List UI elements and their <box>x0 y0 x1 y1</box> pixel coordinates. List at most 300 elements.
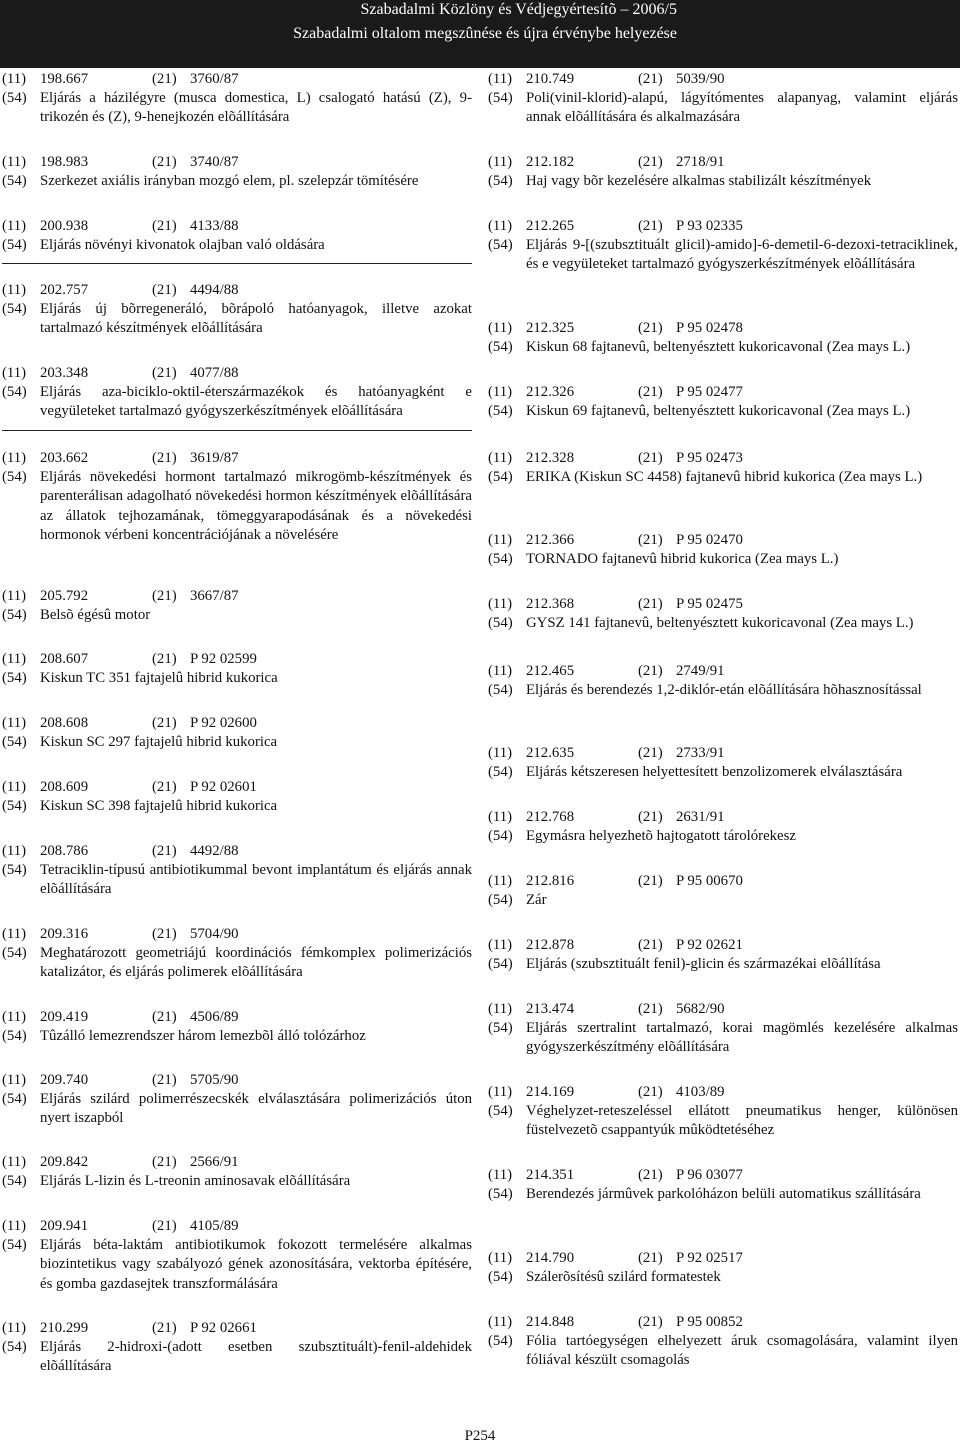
patent-entry <box>2 650 472 688</box>
section-title: Szabadalmi oltalom megszûnése és újra érvénybe helyezése <box>293 25 677 42</box>
patent-title: Eljárás növekedési hormont tartalmazó mikrogömb-készítmények és parenterálisan adagolható növekedési hormon készítmények elõállítására az állatok tejhozamának, tömeggyarapodásának és a növekedési hormonok vérbeni koncentrációjának a növelésére <box>40 469 472 543</box>
application-number: 4506/89 <box>190 1009 239 1025</box>
code-21-label: (21) <box>638 937 663 953</box>
patent-number-row <box>2 364 472 383</box>
patent-number-row <box>488 808 958 827</box>
application-number: 5705/90 <box>190 1072 239 1088</box>
separator-line <box>2 263 472 264</box>
patent-entry <box>2 70 472 128</box>
patent-number: 212.325 <box>526 320 575 336</box>
patent-entry <box>488 595 958 633</box>
page-header <box>0 0 960 68</box>
code-54-label: (54) <box>2 607 27 624</box>
code-11-label: (11) <box>488 1167 513 1183</box>
application-number: P 95 02478 <box>676 320 743 336</box>
code-11-label: (11) <box>488 532 513 548</box>
journal-title: Szabadalmi Közlöny és Védjegyértesítõ – 2006/5 <box>360 1 677 18</box>
code-21-label: (21) <box>638 1314 663 1330</box>
code-54-label: (54) <box>2 469 27 486</box>
patent-number-row <box>2 449 472 468</box>
patent-number-row <box>488 217 958 236</box>
code-21-label: (21) <box>152 588 177 604</box>
patent-title: Berendezés jármûvek parkolóházon belüli automatikus szállítására <box>526 1186 921 1203</box>
patent-number-row <box>2 1071 472 1090</box>
code-11-label: (11) <box>2 1072 27 1088</box>
patent-number: 212.328 <box>526 450 575 466</box>
patent-entry <box>488 383 958 421</box>
application-number: 3740/87 <box>190 154 239 170</box>
patent-number-row <box>488 70 958 89</box>
patent-number: 212.265 <box>526 218 575 234</box>
code-54-label: (54) <box>488 764 513 781</box>
code-54-label: (54) <box>488 1103 513 1120</box>
patent-entry <box>488 1083 958 1141</box>
patent-number-row <box>2 1319 472 1338</box>
patent-entry <box>488 531 958 569</box>
patent-title: Eljárás kétszeresen helyettesített benzolizomerek elválasztására <box>526 764 903 781</box>
application-number: 4103/89 <box>676 1084 725 1100</box>
application-number: P 95 02473 <box>676 450 743 466</box>
patent-number-row <box>488 1166 958 1185</box>
patent-title: Eljárás a házilégyre (musca domestica, L) csalogató hatású (Z), 9-trikozén és (Z), 9-henejkozén elõállítására <box>40 90 472 126</box>
code-11-label: (11) <box>2 1218 27 1234</box>
patent-title: Eljárás és berendezés 1,2-diklór-etán elõállítására hõhasznosítással <box>526 682 922 699</box>
code-11-label: (11) <box>2 1154 27 1170</box>
code-21-label: (21) <box>152 651 177 667</box>
patent-entry <box>2 714 472 752</box>
patent-title-row <box>2 733 472 752</box>
code-54-label: (54) <box>488 339 513 356</box>
patent-title-row <box>2 797 472 816</box>
patent-number-row <box>2 217 472 236</box>
code-11-label: (11) <box>488 809 513 825</box>
patent-number-row <box>2 587 472 606</box>
patent-title-row <box>2 172 472 191</box>
patent-number: 209.842 <box>40 1154 89 1170</box>
patent-title-row <box>488 827 958 846</box>
patent-title: Fólia tartóegységen elhelyezett áruk csomagolására, valamint ilyen fóliával készült csomagolás <box>526 1333 958 1369</box>
patent-entry <box>488 872 958 910</box>
patent-number: 200.938 <box>40 218 89 234</box>
patent-title-row <box>2 606 472 625</box>
code-21-label: (21) <box>638 1084 663 1100</box>
patent-title: Kiskun 69 fajtanevû, beltenyésztett kukoricavonal (Zea mays L.) <box>526 403 911 420</box>
code-21-label: (21) <box>638 873 663 889</box>
application-number: P 92 02600 <box>190 715 257 731</box>
patent-title: Belsõ égésû motor <box>40 607 151 624</box>
patent-title-row <box>488 550 958 569</box>
patent-title-row <box>488 89 958 127</box>
patent-number: 198.983 <box>40 154 89 170</box>
patent-number: 210.749 <box>526 71 575 87</box>
code-21-label: (21) <box>638 745 663 761</box>
patent-title-row <box>488 1332 958 1370</box>
patent-title: Eljárás 9-[(szubsztituált glicil)-amido]-6-demetil-6-dezoxi-tetraciklinek, és e vegyületeket tartalmazó gyógyszerkészítmények elõállítására <box>526 237 958 273</box>
patent-number-row <box>488 531 958 550</box>
code-21-label: (21) <box>152 1154 177 1170</box>
application-number: P 96 03077 <box>676 1167 743 1183</box>
code-21-label: (21) <box>152 1320 177 1336</box>
patent-number-row <box>488 319 958 338</box>
patent-title: Tetraciklin-típusú antibiotikummal bevont implantátum és eljárás annak elõállítására <box>40 862 472 898</box>
code-21-label: (21) <box>152 1009 177 1025</box>
patent-number: 209.419 <box>40 1009 89 1025</box>
application-number: P 93 02335 <box>676 218 743 234</box>
patent-entry <box>2 153 472 191</box>
application-number: 5682/90 <box>676 1001 725 1017</box>
code-54-label: (54) <box>488 1186 513 1203</box>
application-number: P 95 00852 <box>676 1314 743 1330</box>
patent-entry <box>488 1166 958 1204</box>
patent-number: 210.299 <box>40 1320 89 1336</box>
patent-title: TORNADO fajtanevû hibrid kukorica (Zea mays L.) <box>526 551 839 568</box>
patent-number: 208.609 <box>40 779 89 795</box>
application-number: P 92 02599 <box>190 651 257 667</box>
code-11-label: (11) <box>488 154 513 170</box>
application-number: 3619/87 <box>190 450 239 466</box>
code-11-label: (11) <box>488 937 513 953</box>
page-number: P254 <box>464 1428 496 1444</box>
patent-title: Kiskun SC 297 fajtajelû hibrid kukorica <box>40 734 278 751</box>
patent-title: Kiskun SC 398 fajtajelû hibrid kukorica <box>40 798 278 815</box>
patent-number: 212.182 <box>526 154 575 170</box>
application-number: 4105/89 <box>190 1218 239 1234</box>
application-number: 3667/87 <box>190 588 239 604</box>
patent-title: Meghatározott geometriájú koordinációs fémkomplex polimerizációs katalizátor, és eljárás polimerek elõállítására <box>40 945 472 981</box>
patent-title-row <box>488 681 958 700</box>
code-11-label: (11) <box>2 843 27 859</box>
code-54-label: (54) <box>488 956 513 973</box>
patent-entry <box>488 936 958 974</box>
application-number: 4133/88 <box>190 218 239 234</box>
patent-number: 214.351 <box>526 1167 575 1183</box>
patent-entry <box>488 1000 958 1058</box>
patent-number-row <box>2 153 472 172</box>
code-21-label: (21) <box>638 1001 663 1017</box>
patent-title: Véghelyzet-reteszeléssel ellátott pneumatikus henger, különösen füstelvezetõ csappantyúk mûködtetéséhez <box>526 1103 958 1139</box>
code-54-label: (54) <box>488 1269 513 1286</box>
patent-title-row <box>2 236 472 255</box>
patent-entry <box>2 449 472 545</box>
code-21-label: (21) <box>152 365 177 381</box>
patent-number: 214.790 <box>526 1250 575 1266</box>
code-54-label: (54) <box>488 90 513 107</box>
code-21-label: (21) <box>638 663 663 679</box>
application-number: P 92 02601 <box>190 779 257 795</box>
patent-title: Eljárás béta-laktám antibiotikumok fokozott termelésére alkalmas biozintetikus vagy szabályozó gének azonosítására, vektorba építésére, és gomba gazdasejtek transzformálására <box>40 1237 472 1292</box>
code-54-label: (54) <box>488 403 513 420</box>
code-21-label: (21) <box>638 809 663 825</box>
patent-number-row <box>488 153 958 172</box>
code-21-label: (21) <box>152 1072 177 1088</box>
code-11-label: (11) <box>2 651 27 667</box>
code-11-label: (11) <box>488 1084 513 1100</box>
patent-title-row <box>488 338 958 357</box>
patent-number-row <box>2 1217 472 1236</box>
code-54-label: (54) <box>2 670 27 687</box>
code-11-label: (11) <box>2 450 27 466</box>
code-11-label: (11) <box>488 71 513 87</box>
code-21-label: (21) <box>152 779 177 795</box>
patent-entry <box>488 70 958 128</box>
code-54-label: (54) <box>2 301 27 318</box>
patent-entry <box>2 842 472 900</box>
code-11-label: (11) <box>488 450 513 466</box>
code-54-label: (54) <box>488 892 513 909</box>
code-54-label: (54) <box>488 682 513 699</box>
code-21-label: (21) <box>638 532 663 548</box>
patent-title-row <box>2 669 472 688</box>
code-21-label: (21) <box>152 715 177 731</box>
patent-title-row <box>2 300 472 338</box>
patent-title: Eljárás aza-biciklo-oktil-éterszármazékok és hatóanyagként e vegyületeket tartalmazó gyógyszerkészítmények elõállítására <box>40 384 472 420</box>
patent-title-row <box>488 172 958 191</box>
patent-number: 203.662 <box>40 450 89 466</box>
patent-title: Eljárás szilárd polimerrészecskék elválasztására polimerizációs úton nyert iszapból <box>40 1091 472 1127</box>
separator-line <box>2 430 472 431</box>
patent-entry <box>488 1249 958 1287</box>
patent-entry <box>2 1008 472 1046</box>
patent-number-row <box>2 778 472 797</box>
code-54-label: (54) <box>2 1028 27 1045</box>
code-21-label: (21) <box>638 1167 663 1183</box>
application-number: 2566/91 <box>190 1154 239 1170</box>
patent-entry <box>2 1217 472 1294</box>
application-number: P 95 00670 <box>676 873 743 889</box>
patent-title-row <box>488 468 958 487</box>
patent-title-row <box>2 1172 472 1191</box>
application-number: 5039/90 <box>676 71 725 87</box>
patent-number-row <box>2 70 472 89</box>
patent-number: 208.786 <box>40 843 89 859</box>
code-11-label: (11) <box>2 779 27 795</box>
patent-number: 212.366 <box>526 532 575 548</box>
patent-number-row <box>2 281 472 300</box>
patent-title-row <box>2 944 472 982</box>
application-number: 5704/90 <box>190 926 239 942</box>
code-21-label: (21) <box>152 218 177 234</box>
code-11-label: (11) <box>488 745 513 761</box>
application-number: 4492/88 <box>190 843 239 859</box>
patent-number: 212.635 <box>526 745 575 761</box>
patent-entry <box>488 1313 958 1371</box>
code-54-label: (54) <box>2 1237 27 1254</box>
patent-title-row <box>2 468 472 545</box>
patent-entry <box>2 587 472 625</box>
code-21-label: (21) <box>152 450 177 466</box>
patent-number-row <box>2 1008 472 1027</box>
patent-number: 212.368 <box>526 596 575 612</box>
code-54-label: (54) <box>2 173 27 190</box>
patent-title-row <box>488 763 958 782</box>
patent-title: ERIKA (Kiskun SC 4458) fajtanevû hibrid kukorica (Zea mays L.) <box>526 469 923 486</box>
code-54-label: (54) <box>488 551 513 568</box>
code-54-label: (54) <box>2 798 27 815</box>
patent-title: Haj vagy bõr kezelésére alkalmas stabilizált készítmények <box>526 173 872 190</box>
application-number: 2733/91 <box>676 745 725 761</box>
patent-number-row <box>488 1249 958 1268</box>
application-number: P 95 02475 <box>676 596 743 612</box>
code-54-label: (54) <box>2 384 27 401</box>
patent-number-row <box>2 1153 472 1172</box>
patent-number: 198.667 <box>40 71 89 87</box>
patent-title: Tûzálló lemezrendszer három lemezbõl álló tolózárhoz <box>40 1028 366 1045</box>
patent-number-row <box>2 714 472 733</box>
patent-title: Eljárás új bõrregeneráló, bõrápoló hatóanyagok, illetve azokat tartalmazó készítmények elõállítására <box>40 301 472 337</box>
code-11-label: (11) <box>2 218 27 234</box>
patent-number: 209.316 <box>40 926 89 942</box>
patent-number: 212.768 <box>526 809 575 825</box>
patent-title: Zár <box>526 892 547 909</box>
code-21-label: (21) <box>152 154 177 170</box>
application-number: 2749/91 <box>676 663 725 679</box>
patent-number: 203.348 <box>40 365 89 381</box>
code-11-label: (11) <box>488 384 513 400</box>
patent-entry <box>2 281 472 339</box>
code-21-label: (21) <box>638 384 663 400</box>
patent-title-row <box>2 383 472 421</box>
patent-number-row <box>488 936 958 955</box>
code-54-label: (54) <box>488 173 513 190</box>
patent-entry <box>488 319 958 357</box>
code-54-label: (54) <box>488 1333 513 1350</box>
patent-number: 212.816 <box>526 873 575 889</box>
patent-number: 205.792 <box>40 588 89 604</box>
patent-number-row <box>488 744 958 763</box>
code-11-label: (11) <box>488 596 513 612</box>
application-number: 4077/88 <box>190 365 239 381</box>
patent-title: Poli(vinil-klorid)-alapú, lágyítómentes alapanyag, valamint eljárás annak elõállítására és alkalmazására <box>526 90 958 126</box>
patent-entry <box>488 808 958 846</box>
application-number: 4494/88 <box>190 282 239 298</box>
code-11-label: (11) <box>488 1250 513 1266</box>
code-21-label: (21) <box>152 71 177 87</box>
patent-number: 214.848 <box>526 1314 575 1330</box>
code-11-label: (11) <box>2 365 27 381</box>
code-54-label: (54) <box>2 237 27 254</box>
patent-title-row <box>2 861 472 899</box>
patent-number-row <box>488 1083 958 1102</box>
code-21-label: (21) <box>638 1250 663 1266</box>
patent-title-row <box>2 1027 472 1046</box>
code-11-label: (11) <box>2 715 27 731</box>
patent-entry <box>488 744 958 782</box>
patent-number-row <box>488 662 958 681</box>
patent-title: GYSZ 141 fajtanevû, beltenyésztett kukoricavonal (Zea mays L.) <box>526 615 914 632</box>
code-11-label: (11) <box>2 926 27 942</box>
code-54-label: (54) <box>2 1091 27 1108</box>
patent-number-row <box>488 383 958 402</box>
patent-number-row <box>488 1000 958 1019</box>
code-54-label: (54) <box>488 237 513 254</box>
code-21-label: (21) <box>152 1218 177 1234</box>
code-11-label: (11) <box>488 218 513 234</box>
application-number: P 92 02517 <box>676 1250 743 1266</box>
patent-title-row <box>488 614 958 633</box>
patent-number: 213.474 <box>526 1001 575 1017</box>
application-number: 3760/87 <box>190 71 239 87</box>
code-54-label: (54) <box>2 1339 27 1356</box>
code-21-label: (21) <box>638 320 663 336</box>
code-11-label: (11) <box>488 320 513 336</box>
patent-title-row <box>488 1268 958 1287</box>
patent-title-row <box>488 1102 958 1140</box>
patent-entry <box>488 662 958 700</box>
code-11-label: (11) <box>488 663 513 679</box>
patent-number: 212.326 <box>526 384 575 400</box>
patent-entry <box>2 925 472 983</box>
application-number: P 92 02621 <box>676 937 743 953</box>
code-11-label: (11) <box>2 282 27 298</box>
code-11-label: (11) <box>488 1001 513 1017</box>
patent-title-row <box>488 402 958 421</box>
patent-number-row <box>2 925 472 944</box>
patent-title-row <box>2 1236 472 1294</box>
code-54-label: (54) <box>488 615 513 632</box>
code-21-label: (21) <box>638 218 663 234</box>
patent-number: 214.169 <box>526 1084 575 1100</box>
patent-title: Eljárás növényi kivonatok olajban való oldására <box>40 237 325 254</box>
patent-title-row <box>488 891 958 910</box>
code-11-label: (11) <box>2 588 27 604</box>
code-54-label: (54) <box>488 828 513 845</box>
patent-number: 208.607 <box>40 651 89 667</box>
code-21-label: (21) <box>152 282 177 298</box>
patent-title: Eljárás (szubsztituált fenil)-glicin és származékai elõállítása <box>526 956 881 973</box>
patent-title: Kiskun TC 351 fajtajelû hibrid kukorica <box>40 670 278 687</box>
patent-number: 209.740 <box>40 1072 89 1088</box>
patent-entry <box>2 1071 472 1129</box>
code-54-label: (54) <box>2 90 27 107</box>
patent-title-row <box>488 1019 958 1057</box>
patent-number-row <box>2 842 472 861</box>
application-number: P 95 02477 <box>676 384 743 400</box>
patent-number: 212.465 <box>526 663 575 679</box>
application-number: 2718/91 <box>676 154 725 170</box>
code-11-label: (11) <box>2 71 27 87</box>
code-54-label: (54) <box>2 1173 27 1190</box>
patent-entry <box>488 217 958 275</box>
patent-title: Egymásra helyezhetõ hajtogatott tárolórekesz <box>526 828 796 845</box>
patent-entry <box>2 217 472 255</box>
code-54-label: (54) <box>488 1020 513 1037</box>
patent-title-row <box>488 1185 958 1204</box>
code-21-label: (21) <box>638 450 663 466</box>
patent-title-row <box>488 955 958 974</box>
patent-entry <box>2 1319 472 1377</box>
patent-number-row <box>488 872 958 891</box>
patent-title-row <box>488 236 958 274</box>
patent-title: Kiskun 68 fajtanevû, beltenyésztett kukoricavonal (Zea mays L.) <box>526 339 911 356</box>
patent-entry <box>2 364 472 422</box>
patent-number: 212.878 <box>526 937 575 953</box>
patent-entry <box>488 449 958 487</box>
patent-number-row <box>488 595 958 614</box>
patent-number: 209.941 <box>40 1218 89 1234</box>
patent-title: Eljárás L-lizin és L-treonin aminosavak elõállítására <box>40 1173 351 1190</box>
patent-entry <box>488 153 958 191</box>
code-11-label: (11) <box>488 1314 513 1330</box>
application-number: 2631/91 <box>676 809 725 825</box>
patent-entry <box>2 778 472 816</box>
code-11-label: (11) <box>2 154 27 170</box>
code-54-label: (54) <box>2 945 27 962</box>
code-21-label: (21) <box>152 926 177 942</box>
patent-title: Eljárás 2-hidroxi-(adott esetben szubsztituált)-fenil-aldehidek elõállítására <box>40 1339 472 1375</box>
code-11-label: (11) <box>2 1009 27 1025</box>
patent-title-row <box>2 89 472 127</box>
patent-title-row <box>2 1090 472 1128</box>
